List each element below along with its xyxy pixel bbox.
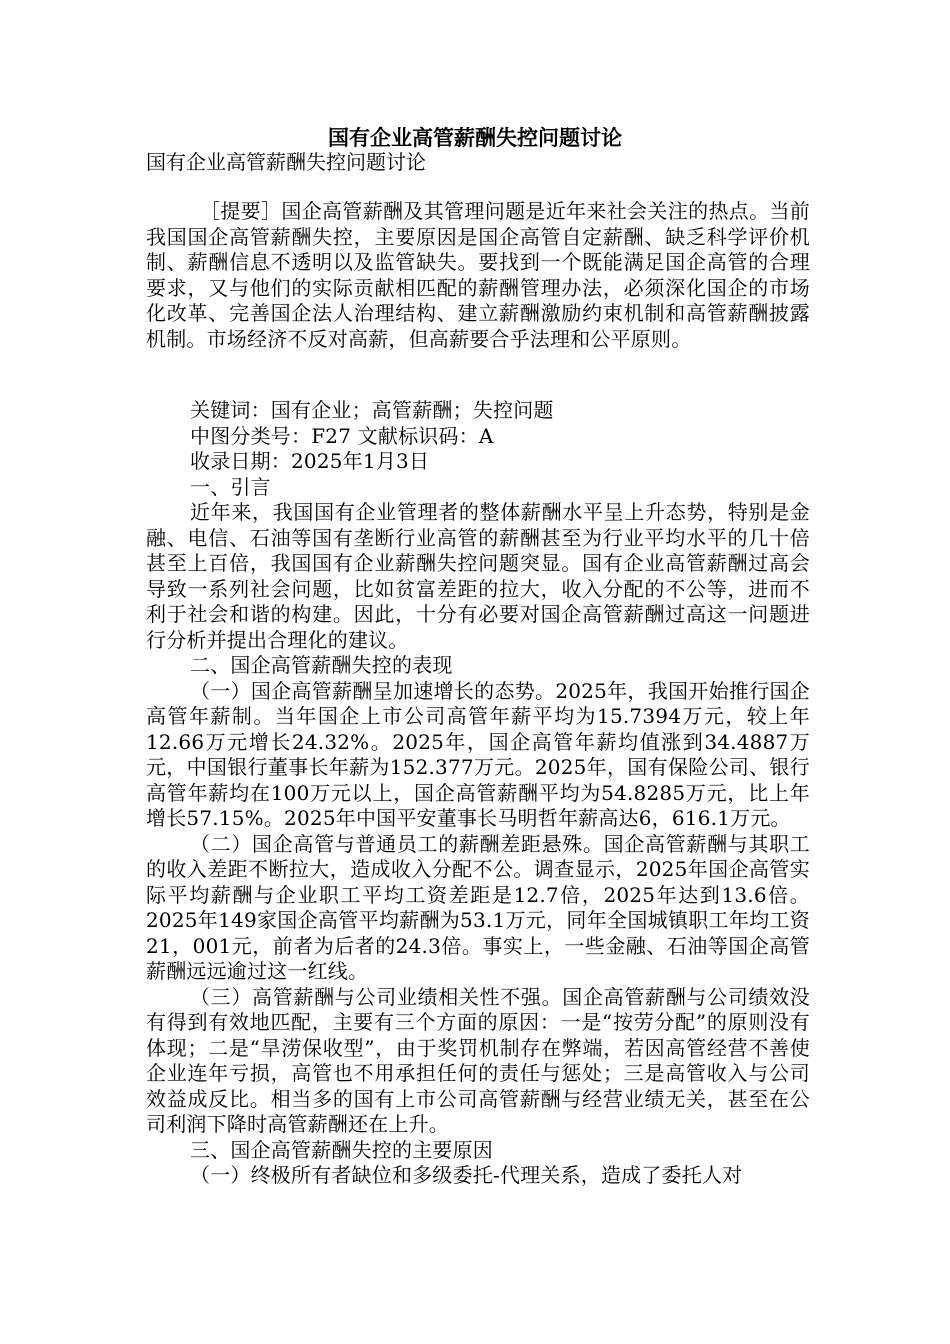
keywords-line: 关键词：国有企业；高管薪酬；失控问题	[190, 398, 554, 422]
abstract-paragraph: ［提要］国企高管薪酬及其管理问题是近年来社会关注的热点。当前我国国企高管薪酬失控，主要原因是国企高管自定薪酬、缺乏科学评价机制、薪酬信息不透明以及监管缺失。要找到一个既能满足国企高管的合理要求，又与他们的实际贡献相匹配的薪酬管理办法，必须深化国企的市场化改革、完善国企法人治理结构、建立薪酬激励约束机制和高管薪酬披露机制。市场经济不反对高薪，但高薪要合乎法理和公平原则。	[146, 199, 810, 351]
main-body	[146, 398, 810, 1189]
body-paragraph: （三）高管薪酬与公司业绩相关性不强。国企高管薪酬与公司绩效没有得到有效地匹配，主要有三个方面的原因：一是“按劳分配”的原则没有体现；二是“旱涝保收型”，由于奖罚机制存在弊端，若因高管经营不善使企业连年亏损，高管也不用承担任何的责任与惩处；三是高管收入与公司效益成反比。相当多的国有上市公司高管薪酬与经营业绩无关，甚至在公司利润下降时高管薪酬还在上升。	[146, 984, 810, 1136]
section-heading-manifestations: 二、国企高管薪酬失控的表现	[190, 653, 453, 677]
section-heading-causes: 三、国企高管薪酬失控的主要原因	[190, 1137, 493, 1162]
body-paragraph: （一）终极所有者缺位和多级委托-代理关系，造成了委托人对	[190, 1163, 743, 1187]
abstract-block	[146, 199, 810, 352]
body-paragraph: （二）国企高管与普通员工的薪酬差距悬殊。国企高管薪酬与其职工的收入差距不断拉大，造成收入分配不公。调查显示，2025年国企高管实际平均薪酬与企业职工平均工资差距是12.7倍，2025年达到13.6倍。2025年149家国企高管平均薪酬为53.1万元，同年全国城镇职工年均工资21，001元，前者为后者的24.3倍。事实上，一些金融、石油等国企高管薪酬远远逾过这一红线。	[146, 831, 810, 983]
document-subtitle: 国有企业高管薪酬失控问题讨论	[146, 150, 426, 174]
document-title: 国有企业高管薪酬失控问题讨论	[328, 125, 622, 150]
classification-line: 中图分类号：F27 文献标识码：A	[190, 423, 494, 448]
body-paragraph: （一）国企高管薪酬呈加速增长的态势。2025年，我国开始推行国企高管年薪制。当年国企上市公司高管年薪平均为15.7394万元，较上年12.66万元增长24.32%。2025年，国企高管年薪均值涨到34.4887万元，中国银行董事长年薪为152.377万元。2025年，国有保险公司、银行高管年薪均在100万元以上，国企高管薪酬平均为54.8285万元，比上年增长57.15%。2025年中国平安董事长马明哲年薪高达6，616.1万元。	[146, 678, 810, 830]
body-paragraph: 近年来，我国国有企业管理者的整体薪酬水平呈上升态势，特别是金融、电信、石油等国有垄断行业高管的薪酬甚至为行业平均水平的几十倍甚至上百倍，我国国有企业薪酬失控问题突显。国有企业高管薪酬过高会导致一系列社会问题，比如贫富差距的拉大，收入分配的不公等，进而不利于社会和谐的构建。因此，十分有必要对国企高管薪酬过高这一问题进行分析并提出合理化的建议。	[146, 500, 810, 652]
received-date-line: 收录日期：2025年1月3日	[190, 449, 430, 473]
section-heading-introduction: 一、引言	[190, 474, 271, 499]
